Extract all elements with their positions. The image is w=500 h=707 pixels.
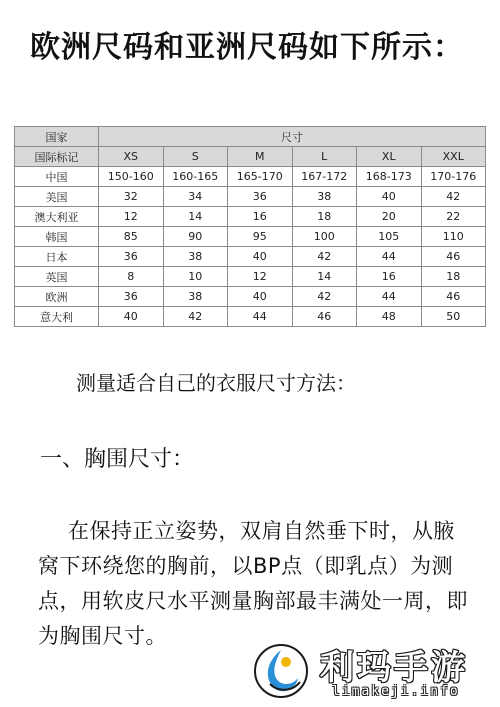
size-value-cell: 36 [228, 187, 293, 207]
size-label-cell: M [228, 147, 293, 167]
size-value-cell: 44 [228, 307, 293, 327]
size-value-cell: 40 [228, 287, 293, 307]
size-value-cell: 18 [292, 207, 357, 227]
country-cell: 美国 [15, 187, 99, 207]
size-label-row-title: 国际标记 [15, 147, 99, 167]
size-value-cell: 46 [292, 307, 357, 327]
country-cell: 韩国 [15, 227, 99, 247]
size-label-cell: XXL [421, 147, 486, 167]
size-value-cell: 85 [99, 227, 164, 247]
table-row [15, 187, 486, 207]
size-value-cell: 90 [163, 227, 228, 247]
size-value-cell: 165-170 [228, 167, 293, 187]
size-value-cell: 42 [292, 247, 357, 267]
table-row [15, 267, 486, 287]
size-value-cell: 12 [228, 267, 293, 287]
size-value-cell: 95 [228, 227, 293, 247]
size-value-cell: 38 [163, 287, 228, 307]
size-value-cell: 38 [163, 247, 228, 267]
size-value-cell: 42 [292, 287, 357, 307]
page-title: 欧洲尺码和亚洲尺码如下所示： [30, 30, 464, 65]
size-value-cell: 8 [99, 267, 164, 287]
size-value-cell: 12 [99, 207, 164, 227]
size-value-cell: 10 [163, 267, 228, 287]
size-value-cell: 20 [357, 207, 422, 227]
size-value-cell: 18 [421, 267, 486, 287]
table-header-row [15, 127, 486, 147]
size-value-cell: 14 [163, 207, 228, 227]
size-value-cell: 34 [163, 187, 228, 207]
size-label-cell: XS [99, 147, 164, 167]
measurement-subheading: 测量适合自己的衣服尺寸方法： [76, 371, 356, 395]
size-value-cell: 44 [357, 287, 422, 307]
size-value-cell: 22 [421, 207, 486, 227]
size-value-cell: 50 [421, 307, 486, 327]
size-value-cell: 40 [357, 187, 422, 207]
table-row [15, 227, 486, 247]
size-value-cell: 46 [421, 247, 486, 267]
country-cell: 意大利 [15, 307, 99, 327]
table-row [15, 207, 486, 227]
country-cell: 日本 [15, 247, 99, 267]
chest-section-heading: 一、胸围尺寸： [40, 447, 195, 472]
size-value-cell: 32 [99, 187, 164, 207]
size-value-cell: 42 [421, 187, 486, 207]
country-cell: 中国 [15, 167, 99, 187]
watermark-site-name: 利玛手游 [320, 648, 468, 688]
size-value-cell: 110 [421, 227, 486, 247]
size-value-cell: 168-173 [357, 167, 422, 187]
size-value-cell: 44 [357, 247, 422, 267]
table-row [15, 287, 486, 307]
country-cell: 澳大利亚 [15, 207, 99, 227]
table-row [15, 307, 486, 327]
watermark-logo-icon [252, 642, 310, 700]
size-value-cell: 36 [99, 247, 164, 267]
size-value-cell: 14 [292, 267, 357, 287]
size-value-cell: 16 [357, 267, 422, 287]
country-cell: 欧洲 [15, 287, 99, 307]
chest-measurement-paragraph: 在保持正立姿势，双肩自然垂下时，从腋窝下环绕您的胸前，以BP点（即乳点）为测点，用软皮尺水平测量胸部最丰满处一周，即为胸围尺寸。 [38, 519, 468, 648]
size-value-cell: 150-160 [99, 167, 164, 187]
table-row [15, 167, 486, 187]
size-value-cell: 48 [357, 307, 422, 327]
size-value-cell: 40 [99, 307, 164, 327]
table-size-label-row [15, 147, 486, 167]
size-label-cell: S [163, 147, 228, 167]
size-value-cell: 16 [228, 207, 293, 227]
size-value-cell: 167-172 [292, 167, 357, 187]
size-value-cell: 160-165 [163, 167, 228, 187]
size-label-cell: L [292, 147, 357, 167]
size-chart-table [14, 126, 486, 327]
size-value-cell: 38 [292, 187, 357, 207]
size-value-cell: 105 [357, 227, 422, 247]
size-value-cell: 46 [421, 287, 486, 307]
size-label-cell: XL [357, 147, 422, 167]
header-country-cell: 国家 [15, 127, 99, 147]
table-row [15, 247, 486, 267]
site-watermark [252, 638, 492, 702]
watermark-domain: limakeji.info [332, 684, 460, 699]
country-cell: 英国 [15, 267, 99, 287]
size-value-cell: 36 [99, 287, 164, 307]
size-value-cell: 170-176 [421, 167, 486, 187]
size-value-cell: 42 [163, 307, 228, 327]
size-value-cell: 100 [292, 227, 357, 247]
size-value-cell: 40 [228, 247, 293, 267]
header-size-cell: 尺寸 [99, 127, 486, 147]
